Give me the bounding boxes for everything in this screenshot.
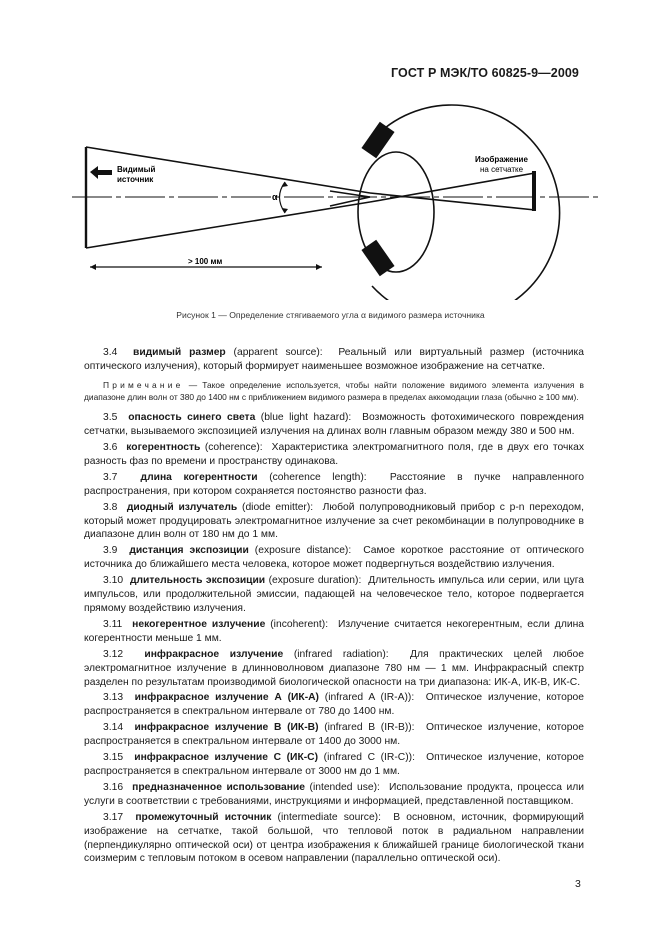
definition-3-17: 3.17 промежуточный источник (intermediate source): В основном, источник, формирующий изображение на сетчатке, такой большой, что тепловой поток в радиальном направлении (перпендикулярно оптической оси) от центра изображения к ближайшей границе биологической ткани соизмерим с тепловым потоком в осевом направлении (параллельно оптической оси). (84, 811, 584, 865)
note-label: Примечание (103, 379, 184, 390)
definition-3-16: 3.16 предназначенное использование (intended use): Использование продукта, процесса или услуги в соответствии с требованиями, инструкциями и информацией, представленной поставщиком. (84, 781, 584, 807)
document-header: ГОСТ Р МЭК/ТО 60825-9—2009 (391, 66, 579, 80)
dimension-arrow-right-icon (316, 264, 322, 270)
label-apparent-source-1: Видимый (117, 165, 156, 174)
note: Примечание — Такое определение используется, чтобы найти положение видимого элемента излучения в диапазоне длин волн от 380 до 1400 нм с приближением видимого размера в пределах аккомодации глаза (обычно ≥ 100 мм). (84, 379, 584, 403)
definition-3-8: 3.8 диодный излучатель (diode emitter): Любой полупроводниковый прибор с p-n переходом, который может продуцировать электромагнитное излучение за счет рекомбинации в полупроводнике в диапазоне длин волн от 180 нм до 1 мм. (84, 501, 584, 541)
definition-3-6: 3.6 когерентность (coherence): Характеристика электромагнитного поля, где в двух его точках разность фаз по времени и пространству одинакова. (84, 442, 584, 467)
page-number: 3 (575, 878, 581, 890)
definition-3-10: 3.10 длительность экспозиции (exposure duration): Длительность импульса или серии, или цуга импульсов, или продолжительной эмиссии, падающей на человеческое тело, которое подвергается прямому воздействию излучения. (84, 575, 585, 614)
label-angle-alpha: α (272, 192, 278, 202)
definition-3-9: 3.9 дистанция экспозиции (exposure distance): Самое короткое расстояние от оптического источника до ближайшего места человека, которое может подвергнуться воздействию излучения. (84, 545, 584, 571)
figure-caption: Рисунок 1 — Определение стягиваемого угла α видимого размера источника (176, 310, 485, 320)
definition-3-14: 3.14 инфракрасное излучение В (ИК-В) (infrared B (IR-B)): Оптическое излучение, которое распространяется в спектральном интервале от 1400 до 3000 нм. (84, 722, 584, 748)
definition-3-4: 3.4 видимый размер (apparent source): Реальный или виртуальный размер (источника оптического излучения), который формирует наименьшее возможное изображение на сетчатке. (84, 347, 585, 372)
left-arrow-icon (90, 166, 112, 179)
label-distance: > 100 мм (188, 257, 223, 266)
retina-image-mark (532, 171, 536, 211)
term: видимый размер (132, 347, 226, 358)
label-apparent-source-2: источник (117, 175, 154, 184)
definition-3-15: 3.15 инфракрасное излучение С (ИК-С) (infrared C (IR-C)): Оптическое излучение, которое распространяется в спектральном интервале от 3000 нм до 1 мм. (84, 752, 584, 777)
label-retina-image-1: Изображение (475, 155, 528, 164)
definition-3-11: 3.11 некогерентное излучение (incoherent): Излучение считается некогерентным, если длина когерентности меньше 1 мм. (84, 618, 584, 644)
definition-3-12: 3.12 инфракрасное излучение (infrared radiation): Для практических целей любое электромагнитное излучение в длинноволновом диапазоне 780 нм — 1 мм. Инфракрасный спектр разделен по результатам производимой биологической опасности на три диапазона: ИК-А, ИК-В, ИК-С. (84, 648, 584, 688)
dimension-arrow-left-icon (90, 264, 96, 270)
label-retina-image-2: на сетчатке (480, 165, 524, 174)
definitions-body (84, 346, 584, 868)
definition-3-7: 3.7 длина когерентности (coherence length): Расстояние в пучке направленного распространения, при котором сохраняется постоянство разности фаз. (84, 471, 584, 497)
definition-3-5: 3.5 опасность синего света (blue light hazard): Возможность фотохимического повреждения сетчатки, вызываемого экспозицией излучения на длинах волн главным образом между 380 и 500 нм. (84, 412, 584, 438)
definition-3-13: 3.13 инфракрасное излучение А (ИК-А) (infrared A (IR-A)): Оптическое излучение, которое распространяется в спектральном интервале от 780 до 1400 нм. (84, 692, 585, 718)
figure-apparent-source-diagram (70, 100, 600, 300)
